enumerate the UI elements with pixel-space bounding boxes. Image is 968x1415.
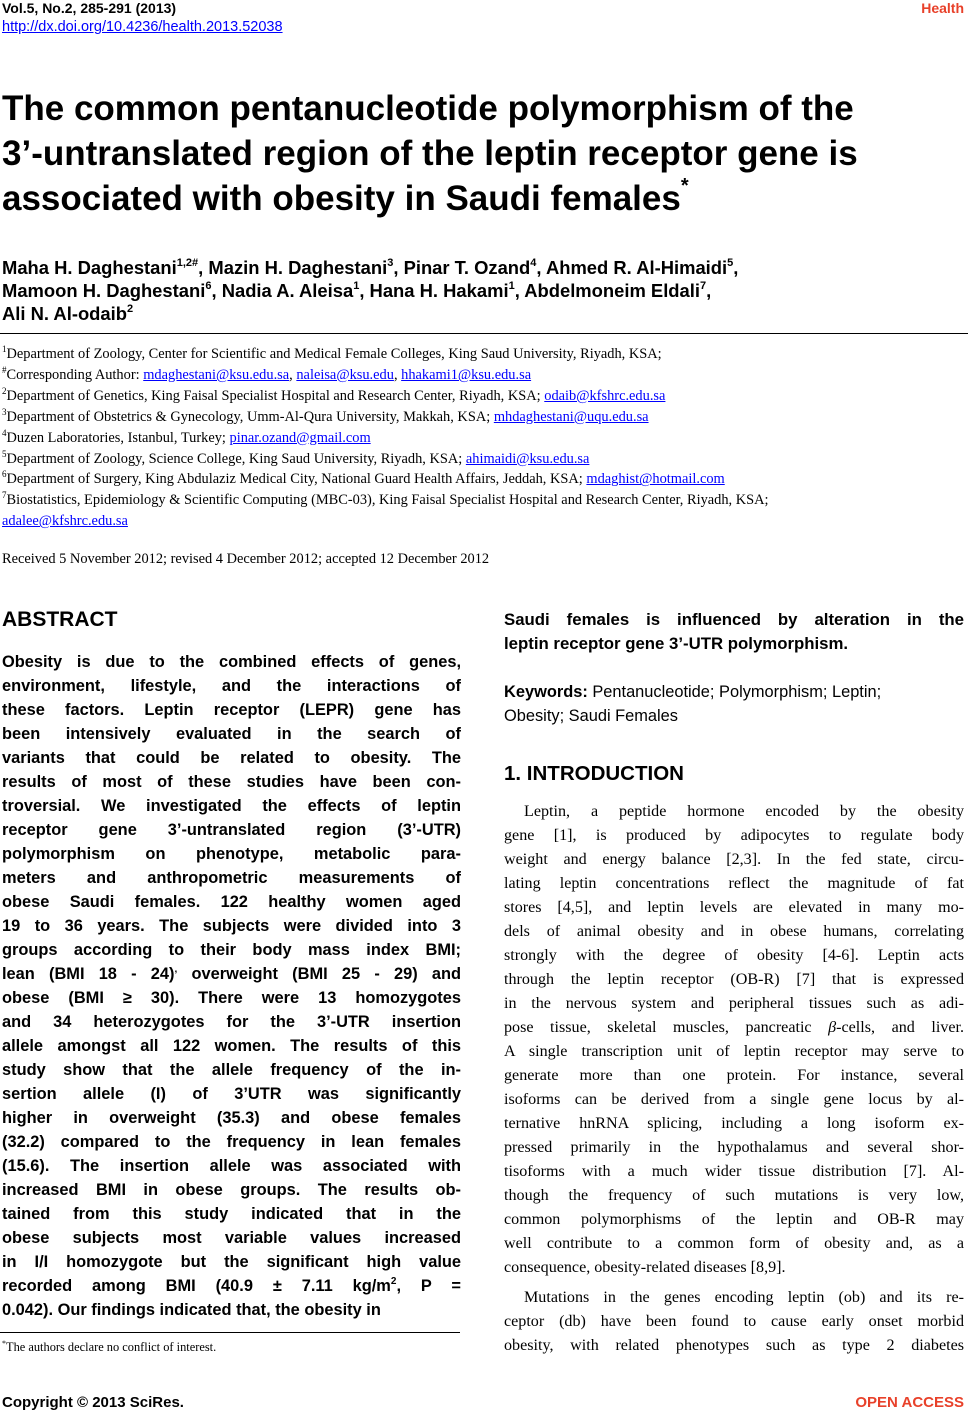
affiliation-line (2, 386, 966, 407)
open-access-label: OPEN ACCESS (855, 1394, 964, 1411)
body-line (504, 896, 964, 920)
abstract-line (2, 986, 461, 1010)
body-line (504, 1334, 964, 1358)
text-run: weight and energy balance [2,3]. In the fed state, circu- (504, 851, 964, 868)
text-run: , (393, 366, 402, 383)
text-run: Biostatistics, Epidemiology & Scientific Computing (MBC-03), King Faisal Specialist Hospital and Research Center, Riyadh, KSA; (6, 492, 769, 509)
text-run: environment, lifestyle, and the interactions of (2, 677, 461, 695)
superscript-marker: 2 (126, 303, 134, 315)
text-run: obesity, with related phenotypes such as type 2 diabetes (504, 1337, 964, 1354)
body-line (504, 800, 964, 824)
email-link[interactable]: hhakami1@ksu.edu.sa (401, 366, 532, 383)
author-line (2, 279, 962, 302)
abstract-heading: ABSTRACT (2, 608, 118, 631)
text-run: , Nadia A. Aleisa (211, 280, 354, 301)
abstract-line (2, 914, 461, 938)
text-run: Department of Surgery, King Abdulaziz Medical City, National Guard Health Affairs, Jeddah, KSA; (6, 471, 587, 488)
body-line (504, 1136, 964, 1160)
superscript-marker: 7 (2, 490, 7, 501)
superscript-marker: 1,2# (176, 257, 199, 269)
italic-symbol: β (828, 1019, 837, 1036)
text-run: , (706, 280, 712, 301)
text-run: , (733, 257, 739, 278)
text-run: lating leptin concentrations reflect the magnitude of fat (504, 875, 964, 892)
text-run: dels of animal obesity and in obese humans, correlating (504, 923, 964, 940)
text-run: , Hana H. Hakami (359, 280, 509, 301)
abstract-line (2, 1154, 461, 1178)
text-run: polymorphism on phenotype, metabolic para- (2, 845, 461, 863)
superscript-marker: 3 (387, 257, 394, 269)
abstract-line (2, 674, 461, 698)
superscript-marker: , (174, 964, 178, 975)
text-run: obese (BMI ≥ 30). There were 13 homozygotes (2, 989, 461, 1007)
text-run: Saudi females is influenced by alteration in the (504, 610, 964, 629)
email-link[interactable]: pinar.ozand@gmail.com (229, 429, 371, 446)
text-run: increased BMI in obese groups. The results ob- (2, 1181, 461, 1199)
text-run: , Abdelmoneim Eldali (514, 280, 700, 301)
affiliation-line (2, 365, 966, 386)
abstract-line (2, 1178, 461, 1202)
journal-name: Health (921, 0, 964, 16)
abstract-line (2, 962, 461, 986)
text-run: lean (BMI 18 - 24) (2, 965, 175, 983)
footnote-divider (0, 1332, 460, 1333)
affiliation-list (2, 344, 966, 532)
text-run: study show that the allele frequency of the in- (2, 1061, 461, 1079)
introduction-heading: 1. INTRODUCTION (504, 762, 684, 785)
abstract-line (504, 632, 964, 656)
keywords-label: Keywords: (504, 683, 588, 701)
abstract-body (2, 650, 461, 1322)
text-run: strongly with the degree of obesity [4-6]. Leptin acts (504, 947, 964, 964)
text-run: ternative hnRNA splicing, including a long isoform ex- (504, 1115, 964, 1132)
superscript-marker: 1 (353, 280, 360, 292)
text-run: -cells, and liver. (836, 1019, 964, 1036)
text-run: isoforms can be derived from a single gene locus by al- (504, 1091, 964, 1108)
text-run: Mutations in the genes encoding leptin (ob) and its re- (524, 1289, 964, 1306)
body-line (504, 944, 964, 968)
superscript-marker: 2 (390, 1276, 397, 1287)
text-run: stores [4,5], and leptin levels are elevated in many mo- (504, 899, 964, 916)
text-run: Leptin, a peptide hormone encoded by the obesity (524, 803, 964, 820)
text-run: overweight (BMI 25 - 29) and (177, 965, 461, 983)
superscript-marker: 1 (2, 344, 7, 354)
text-run: Mamoon H. Daghestani (2, 280, 206, 301)
text-run: generate more than one protein. For instance, several (504, 1067, 964, 1084)
superscript-marker: 4 (2, 427, 7, 438)
text-run: ceptor (db) have been found to cause early onset morbid (504, 1313, 964, 1330)
text-run: been intensively evaluated in the search of (2, 725, 461, 743)
affiliation-line (2, 490, 966, 511)
text-run: Maha H. Daghestani (2, 257, 177, 278)
superscript-marker: # (2, 364, 7, 375)
superscript-marker: 6 (205, 280, 212, 292)
abstract-line (2, 1082, 461, 1106)
body-line (504, 968, 964, 992)
abstract-line (2, 1058, 461, 1082)
text-run: results of most of these studies have been con- (2, 773, 461, 791)
text-run: Department of Zoology, Science College, King Saud University, Riyadh, KSA; (6, 450, 466, 467)
text-run: though the frequency of such mutations is very low, (504, 1187, 964, 1204)
affiliation-line (2, 344, 966, 365)
text-run: troversial. We investigated the effects of leptin (2, 797, 461, 815)
abstract-line (2, 794, 461, 818)
text-run: leptin receptor gene 3’-UTR polymorphism. (504, 634, 849, 653)
text-run: common polymorphisms of the leptin and OB-R may (504, 1211, 964, 1228)
text-run: , Mazin H. Daghestani (198, 257, 388, 278)
body-line (504, 1064, 964, 1088)
title-line: 3’-untranslated region of the leptin receptor gene is (2, 134, 858, 173)
superscript-marker: 2 (2, 385, 7, 396)
abstract-line (2, 866, 461, 890)
affiliation-line (2, 469, 966, 490)
copyright-notice: Copyright © 2013 SciRes. (2, 1394, 184, 1411)
abstract-line (2, 1274, 461, 1298)
footnote (2, 1340, 216, 1355)
text-run: The authors declare no conflict of interest. (6, 1340, 217, 1354)
abstract-line (2, 770, 461, 794)
text-run: Obesity; Saudi Females (504, 707, 678, 725)
text-run: through the leptin receptor (OB-R) [7] that is expressed (504, 971, 964, 988)
introduction-paragraph (504, 1286, 964, 1358)
keywords-line (504, 680, 964, 704)
affiliation-line (2, 407, 966, 428)
body-line (504, 1088, 964, 1112)
text-run: Duzen Laboratories, Istanbul, Turkey; (6, 429, 230, 446)
abstract-line (2, 1130, 461, 1154)
title-line (2, 176, 962, 221)
header-divider (0, 333, 968, 334)
text-run: , (289, 366, 297, 383)
body-line (504, 920, 964, 944)
text-run: Department of Obstetrics & Gynecology, Umm-Al-Qura University, Makkah, KSA; (6, 408, 494, 425)
text-run: receptor gene 3’-untranslated region (3’-UTR) (2, 821, 461, 839)
paper-title (2, 86, 962, 221)
email-link[interactable]: naleisa@ksu.edu (296, 366, 394, 383)
body-line (504, 872, 964, 896)
title-footnote-marker: * (680, 175, 689, 197)
abstract-line (2, 1250, 461, 1274)
author-list (2, 256, 962, 325)
abstract-line (2, 1202, 461, 1226)
title-line-text: associated with obesity in Saudi females (2, 179, 681, 218)
text-run: these factors. Leptin receptor (LEPR) gene has (2, 701, 461, 719)
affiliation-line (2, 511, 966, 532)
text-run: Department of Genetics, King Faisal Specialist Hospital and Research Center, Riyadh, KSA; (6, 387, 545, 404)
text-run: (32.2) compared to the frequency in lean females (2, 1133, 461, 1151)
text-run: pressed primarily in the hypothalamus and several shor- (504, 1139, 964, 1156)
abstract-line (2, 746, 461, 770)
author-line (2, 302, 962, 325)
abstract-line (2, 1106, 461, 1130)
abstract-line (504, 608, 964, 632)
abstract-line (2, 698, 461, 722)
body-line (504, 1232, 964, 1256)
email-link[interactable]: odaib@kfshrc.edu.sa (544, 387, 666, 404)
text-run: and 34 heterozygotes for the 3’-UTR insertion (2, 1013, 461, 1031)
text-run: gene [1], is produced by adipocytes to regulate body (504, 827, 964, 844)
affiliation-line (2, 449, 966, 470)
text-run: Ali N. Al-odaib (2, 303, 127, 324)
text-run: tisoforms with a much wider tissue distribution [7]. Al- (504, 1163, 964, 1180)
body-line (504, 992, 964, 1016)
text-run: , P = (396, 1277, 462, 1295)
abstract-line (2, 1226, 461, 1250)
text-run: obese subjects most variable values increased (2, 1229, 461, 1247)
text-run: well contribute to a common form of obesity and, as a (504, 1235, 964, 1252)
text-run: groups according to their body mass index BMI; (2, 941, 461, 959)
text-run: meters and anthropometric measurements of (2, 869, 461, 887)
body-line (504, 1016, 964, 1040)
text-run: tained from this study indicated that in the (2, 1205, 461, 1223)
text-run: higher in overweight (35.3) and obese females (2, 1109, 461, 1127)
text-run: variants that could be related to obesity. The (2, 749, 461, 767)
keywords-line (504, 704, 964, 728)
abstract-line (2, 890, 461, 914)
text-run: A single transcription unit of leptin receptor may serve to (504, 1043, 964, 1060)
email-link[interactable]: adalee@kfshrc.edu.sa (2, 513, 128, 530)
abstract-line (2, 1034, 461, 1058)
body-line (504, 824, 964, 848)
text-run: sertion allele (I) of 3’UTR was significantly (2, 1085, 461, 1103)
body-line (504, 1286, 964, 1310)
text-run: , Pinar T. Ozand (393, 257, 531, 278)
body-line (504, 848, 964, 872)
email-link[interactable]: mdaghestani@ksu.edu.sa (143, 366, 290, 383)
superscript-marker: * (2, 1339, 6, 1348)
text-run: allele amongst all 122 women. The results of this (2, 1037, 461, 1055)
abstract-line (2, 1298, 461, 1322)
superscript-marker: 7 (700, 280, 707, 292)
text-run: , Ahmed R. Al-Himaidi (536, 257, 728, 278)
affiliation-line (2, 428, 966, 449)
text-run: recorded among BMI (40.9 ± 7.11 kg/m (2, 1277, 391, 1295)
email-link[interactable]: mdaghist@hotmail.com (586, 471, 725, 488)
text-run: obese Saudi females. 122 healthy women aged (2, 893, 461, 911)
text-run: 0.042). Our findings indicated that, the obesity in (2, 1301, 381, 1319)
text-run: Corresponding Author: (6, 366, 144, 383)
keywords (504, 680, 964, 728)
text-run: Pentanucleotide; Polymorphism; Leptin; (587, 683, 882, 701)
journal-reference: Vol.5, No.2, 285-291 (2013) (2, 0, 177, 16)
body-line (504, 1256, 964, 1280)
text-run: (15.6). The insertion allele was associated with (2, 1157, 461, 1175)
body-line (504, 1184, 964, 1208)
text-run: in the nervous system and peripheral tissues such as adi- (504, 995, 964, 1012)
abstract-line (2, 842, 461, 866)
body-line (504, 1310, 964, 1334)
body-line (504, 1160, 964, 1184)
body-line (504, 1208, 964, 1232)
body-line (504, 1040, 964, 1064)
body-line (504, 1112, 964, 1136)
email-link[interactable]: mhdaghestani@uqu.edu.sa (493, 408, 649, 425)
text-run: Department of Zoology, Center for Scientific and Medical Female Colleges, King Saud University, Riyadh, KSA; (6, 346, 662, 362)
doi-link[interactable]: http://dx.doi.org/10.4236/health.2013.52038 (2, 19, 283, 35)
author-line (2, 256, 962, 279)
text-run: 19 to 36 years. The subjects were divided into 3 (2, 917, 461, 935)
superscript-marker: 3 (2, 406, 7, 417)
abstract-line (2, 818, 461, 842)
introduction-paragraph (504, 800, 964, 1280)
abstract-line (2, 1010, 461, 1034)
text-run: Obesity is due to the combined effects of genes, (2, 653, 461, 671)
received-dates: Received 5 November 2012; revised 4 December 2012; accepted 12 December 2012 (2, 551, 490, 567)
abstract-line (2, 938, 461, 962)
abstract-line (2, 650, 461, 674)
superscript-marker: 4 (530, 257, 537, 269)
title-line: The common pentanucleotide polymorphism of the (2, 89, 854, 128)
superscript-marker: 6 (2, 469, 7, 480)
text-run: in I/I homozygote but the significant high value (2, 1253, 461, 1271)
text-run: pose tissue, skeletal muscles, pancreatic (504, 1019, 829, 1036)
email-link[interactable]: ahimaidi@ksu.edu.sa (465, 450, 590, 467)
superscript-marker: 1 (508, 280, 515, 292)
abstract-line (2, 722, 461, 746)
superscript-marker: 5 (2, 448, 7, 459)
text-run: consequence, obesity-related diseases [8,9]. (504, 1259, 786, 1276)
superscript-marker: 5 (727, 257, 734, 269)
abstract-continuation (504, 608, 964, 656)
